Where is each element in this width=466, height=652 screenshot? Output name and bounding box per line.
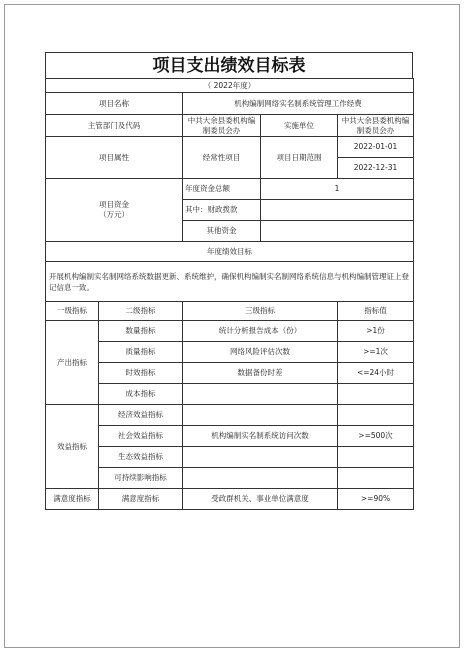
value-cell: >=90% xyxy=(338,489,414,510)
header-level3: 三级指标 xyxy=(183,302,338,321)
attr-value: 经常性项目 xyxy=(183,137,261,179)
level2-cell: 成本指标 xyxy=(99,384,183,405)
fund-row-value xyxy=(261,221,414,242)
impl-value: 中共大余县委机构编制委员会办 xyxy=(338,115,414,137)
annual-goal-text: 开展机构编制实名制网络系统数据更新、系统维护，确保机构编制实名制网络系统信息与机构编制管理证上登记信息一致。 xyxy=(46,262,414,302)
header-level2: 二级指标 xyxy=(99,302,183,321)
level3-cell: 统计分析报告成本（份） xyxy=(183,321,338,342)
fund-label-text: 项目资金 （万元） xyxy=(99,200,129,219)
level2-cell: 数量指标 xyxy=(99,321,183,342)
project-name-label: 项目名称 xyxy=(46,93,183,115)
fund-row-label: 年度资金总额 xyxy=(183,179,261,200)
level3-cell xyxy=(183,405,338,426)
level3-cell: 机构编制实名制系统访问次数 xyxy=(183,426,338,447)
fund-row-value xyxy=(261,200,414,221)
level1-cell: 效益指标 xyxy=(46,405,99,489)
value-cell: >=1次 xyxy=(338,342,414,363)
level2-cell: 经济效益指标 xyxy=(99,405,183,426)
level3-cell xyxy=(183,447,338,468)
fund-label xyxy=(46,179,183,242)
level3-cell xyxy=(183,468,338,489)
level3-cell: 网络风险评估次数 xyxy=(183,342,338,363)
value-cell: <=24小时 xyxy=(338,363,414,384)
attr-label: 项目属性 xyxy=(46,137,183,179)
year-label: （ 2022年度） xyxy=(46,79,414,93)
level2-cell: 可持续影响指标 xyxy=(99,468,183,489)
level2-cell: 满意度指标 xyxy=(99,489,183,510)
fund-row-label: 其中：财政拨款 xyxy=(183,200,261,221)
level1-cell: 满意度指标 xyxy=(46,489,99,510)
project-name-value: 机构编制网络实名制系统管理工作经费 xyxy=(183,93,414,115)
value-cell xyxy=(338,405,414,426)
period-label: 项目日期范围 xyxy=(261,137,338,179)
period-start: 2022-01-01 xyxy=(338,137,414,158)
impl-label: 实施单位 xyxy=(261,115,338,137)
annual-goal-label: 年度绩效目标 xyxy=(46,242,414,262)
fund-row-label: 其他资金 xyxy=(183,221,261,242)
dept-value: 中共大余县委机构编制委员会办 xyxy=(183,115,261,137)
dept-label: 主管部门及代码 xyxy=(46,115,183,137)
level2-cell: 质量指标 xyxy=(99,342,183,363)
header-level1: 一级指标 xyxy=(46,302,99,321)
value-cell xyxy=(338,447,414,468)
page-title: 项目支出绩效目标表 xyxy=(45,52,413,78)
fund-row-value: 1 xyxy=(261,179,414,200)
level3-cell xyxy=(183,384,338,405)
level2-cell: 社会效益指标 xyxy=(99,426,183,447)
level3-cell: 受政群机关、事业单位满意度 xyxy=(183,489,338,510)
value-cell xyxy=(338,468,414,489)
value-cell: >1份 xyxy=(338,321,414,342)
level1-cell: 产出指标 xyxy=(46,321,99,405)
value-cell: >=500次 xyxy=(338,426,414,447)
value-cell xyxy=(338,384,414,405)
level2-cell: 时效指标 xyxy=(99,363,183,384)
level3-cell: 数据备份时差 xyxy=(183,363,338,384)
performance-table xyxy=(45,78,414,510)
header-value: 指标值 xyxy=(338,302,414,321)
period-end: 2022-12-31 xyxy=(338,158,414,179)
level2-cell: 生态效益指标 xyxy=(99,447,183,468)
